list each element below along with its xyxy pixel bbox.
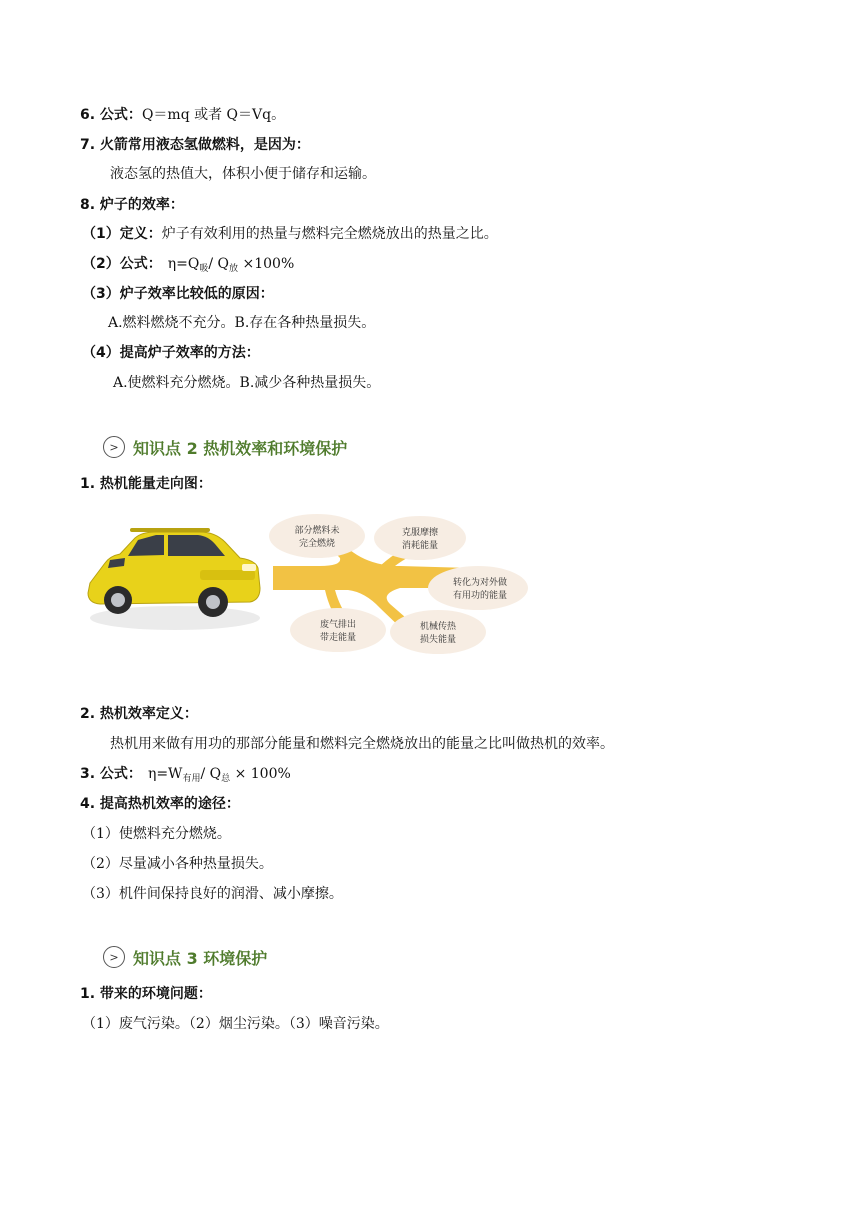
item-8-improve-text: A.使燃料充分燃烧。B.减少各种热量损失。 [113,375,381,391]
item-7-label: 7. 火箭常用液态氢做燃料，是因为： [80,137,310,153]
bubble-friction-line1: 克服摩擦 [401,528,439,538]
bubble-exhaust-line2: 带走能量 [319,633,357,643]
item-8-formula-sub2: 放 [229,264,239,274]
item-6 [80,105,285,125]
bubble-unburned-line1: 部分燃料未 [294,526,340,536]
section-3-heading [103,945,267,969]
item-8-label: 8. 炉子的效率： [80,197,184,213]
section-2-formula-main: η=W [147,766,183,782]
bubble-useful-work [428,566,528,610]
bubble-friction-line2: 消耗能量 [401,541,439,551]
section-3-title: 知识点 3 环境保护 [133,948,268,968]
section-2-formula [80,764,291,789]
bubble-mechanical-heat [390,610,486,654]
item-8-formula-end: ×100% [238,256,295,272]
energy-diagram-svg [80,508,540,668]
item-6-text: Q＝mq 或者 Q＝Vq。 [141,107,286,123]
item-8-def-text: 炉子有效利用的热量与燃料完全燃烧放出的热量之比。 [161,226,498,242]
bubble-useful-work-line1: 转化为对外做 [452,578,508,588]
arrow-circle-icon: > [103,436,125,458]
section-2-p1-label: 1. 热机能量走向图： [80,476,212,492]
item-8-definition [82,224,498,244]
section-2-p4-item: （3）机件间保持良好的润滑、减小摩擦。 [82,886,343,902]
heat-engine-energy-diagram [80,508,540,668]
item-8-formula-label: （2）公式： [82,256,162,272]
section-2-formula-sub1: 有用 [182,774,201,784]
item-8-formula [82,254,294,279]
section-2-title: 知识点 2 热机效率和环境保护 [133,438,348,458]
section-2-p4-label: 4. 提高热机效率的途径： [80,796,240,812]
section-2-formula-end: × 100% [230,766,291,782]
bubble-exhaust-line1: 废气排出 [319,620,357,630]
car-illustration [88,528,260,630]
section-3-p1-text: （1）废气污染。（2）烟尘污染。（3）噪音污染。 [82,1016,389,1032]
arrow-circle-icon: > [103,946,125,968]
bubble-friction [374,516,466,560]
section-2-p2-text: 热机用来做有用功的那部分能量和燃料完全燃烧放出的能量之比叫做热机的效率。 [110,736,614,752]
item-8-formula-mid: / Q [208,256,230,272]
bubble-exhaust [290,608,386,652]
item-8-reason-label: （3）炉子效率比较低的原因： [82,286,274,302]
item-8-def-label: （1）定义： [82,226,162,242]
section-2-heading [103,435,347,459]
section-2-p4-item: （2）尽量减小各种热量损失。 [82,856,273,872]
section-2-p2-label: 2. 热机效率定义： [80,706,198,722]
bubble-unburned [269,514,365,558]
bubble-unburned-line2: 完全燃烧 [298,539,336,549]
section-2-formula-sub2: 总 [221,774,231,784]
bubble-mechanical-heat-line1: 机械传热 [419,622,457,632]
item-7-text: 液态氢的热值大，体积小便于储存和运输。 [110,166,376,182]
item-8-improve-label: （4）提高炉子效率的方法： [82,345,260,361]
item-8-reason-text: A.燃料燃烧不充分。B.存在各种热量损失。 [108,315,376,331]
item-6-label: 6. 公式： [80,107,142,123]
section-3-p1-label: 1. 带来的环境问题： [80,986,212,1002]
bubble-useful-work-line2: 有用功的能量 [452,591,508,601]
item-8-formula-main: η=Q [167,256,200,272]
section-2-p4-item: （1）使燃料充分燃烧。 [82,826,231,842]
item-8-formula-sub1: 吸 [199,264,209,274]
section-2-formula-mid: / Q [200,766,222,782]
bubble-mechanical-heat-line2: 损失能量 [419,635,457,645]
section-2-formula-label: 3. 公式： [80,766,142,782]
